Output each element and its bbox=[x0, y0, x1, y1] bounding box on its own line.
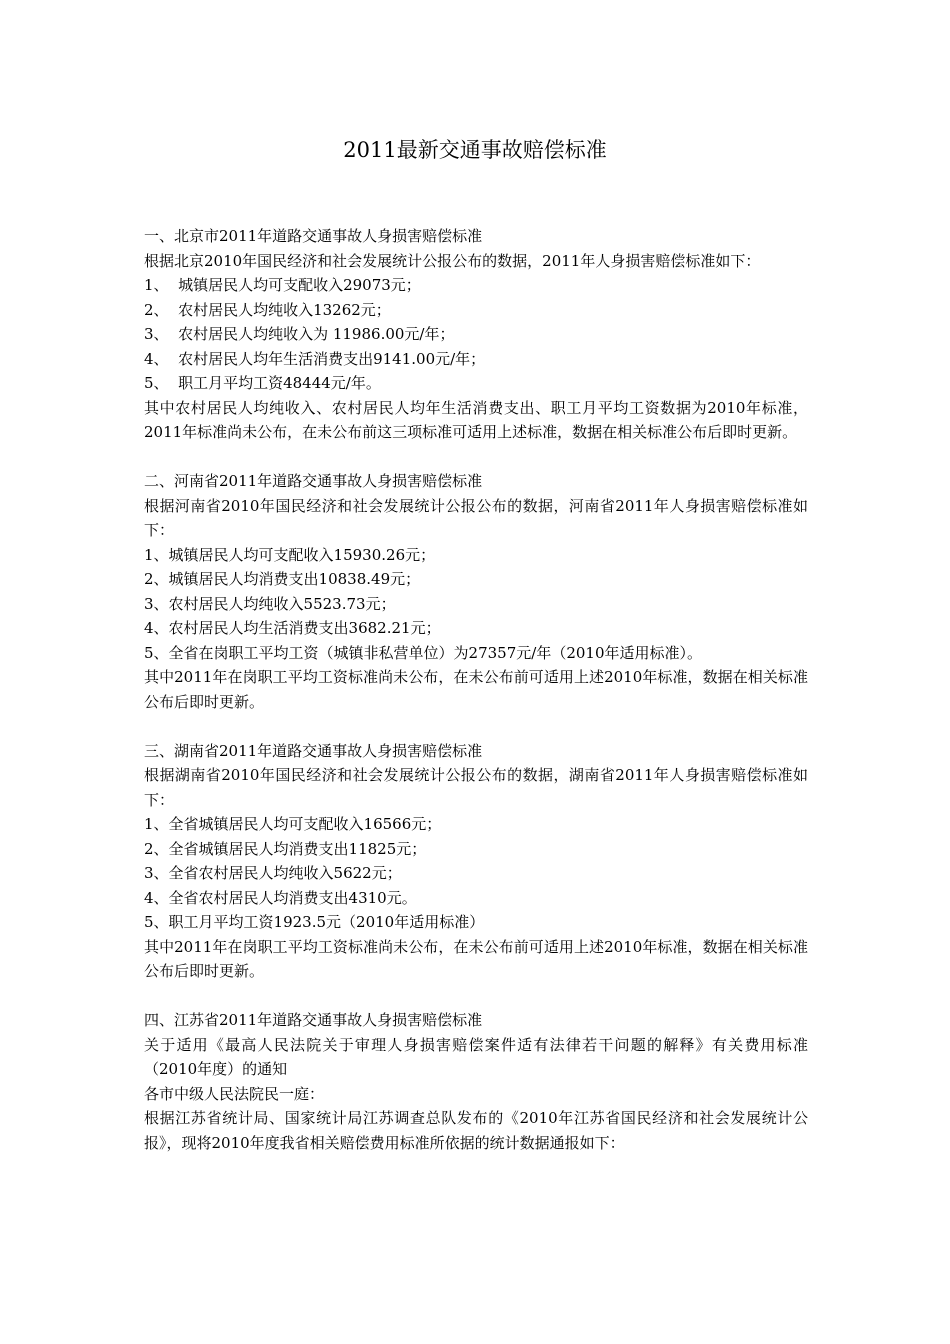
section-body: 根据江苏省统计局、国家统计局江苏调查总队发布的《2010年江苏省国民经济和社会发展统计公报》，现将2010年度我省相关赔偿费用标准所依据的统计数据通报如下： bbox=[144, 1109, 808, 1152]
section-henan bbox=[144, 469, 808, 714]
section-note: 其中2011年在岗职工平均工资标准尚未公布，在未公布前可适用上述2010年标准，数据在相关标准公布后即时更新。 bbox=[144, 937, 808, 980]
document-title: 2011最新交通事故赔偿标准 bbox=[343, 138, 607, 162]
list-item: 2、 农村居民人均纯收入13262元； bbox=[144, 300, 391, 319]
list-item: 3、农村居民人均纯收入5523.73元； bbox=[144, 594, 396, 613]
document-body bbox=[144, 224, 808, 1180]
section-addressee: 各市中级人民法院民一庭： bbox=[144, 1084, 325, 1103]
list-item: 1、全省城镇居民人均可支配收入16566元； bbox=[144, 815, 442, 833]
list-item: 3、 农村居民人均纯收入为 11986.00元/年； bbox=[144, 325, 455, 343]
list-item: 4、农村居民人均生活消费支出3682.21元； bbox=[144, 619, 441, 637]
section-intro: 根据北京2010年国民经济和社会发展统计公报公布的数据，2011年人身损害赔偿标准如下： bbox=[144, 251, 761, 270]
list-item: 1、 城镇居民人均可支配收入29073元； bbox=[144, 276, 421, 294]
list-item: 3、全省农村居民人均纯收入5622元； bbox=[144, 864, 402, 882]
list-item: 5、 职工月平均工资48444元/年。 bbox=[144, 374, 381, 392]
list-item: 2、城镇居民人均消费支出10838.49元； bbox=[144, 570, 421, 588]
section-note: 其中农村居民人均纯收入、农村居民人均年生活消费支出、职工月平均工资数据为2010年标准，2011年标准尚未公布，在未公布前这三项标准可适用上述标准，数据在相关标准公布后即时更新。 bbox=[144, 398, 808, 441]
section-intro: 关于适用《最高人民法院关于审理人身损害赔偿案件适有法律若干问题的解释》有关费用标准（2010年度）的通知 bbox=[144, 1035, 808, 1078]
list-item: 5、全省在岗职工平均工资（城镇非私营单位）为27357元/年（2010年适用标准）。 bbox=[144, 643, 702, 662]
section-note: 其中2011年在岗职工平均工资标准尚未公布，在未公布前可适用上述2010年标准，数据在相关标准公布后即时更新。 bbox=[144, 668, 808, 711]
section-jiangsu bbox=[144, 1008, 808, 1155]
list-item: 2、全省城镇居民人均消费支出11825元； bbox=[144, 839, 427, 858]
section-intro: 根据河南省2010年国民经济和社会发展统计公报公布的数据，河南省2011年人身损害赔偿标准如下： bbox=[144, 496, 808, 539]
section-heading: 三、湖南省2011年道路交通事故人身损害赔偿标准 bbox=[144, 741, 483, 760]
list-item: 4、全省农村居民人均消费支出4310元。 bbox=[144, 888, 417, 907]
section-hunan bbox=[144, 739, 808, 984]
section-heading: 二、河南省2011年道路交通事故人身损害赔偿标准 bbox=[144, 472, 483, 490]
section-heading: 四、江苏省2011年道路交通事故人身损害赔偿标准 bbox=[144, 1011, 483, 1029]
list-item: 4、 农村居民人均年生活消费支出9141.00元/年； bbox=[144, 349, 486, 368]
list-item: 5、职工月平均工资1923.5元（2010年适用标准） bbox=[144, 913, 485, 931]
list-item: 1、城镇居民人均可支配收入15930.26元； bbox=[144, 545, 436, 564]
section-beijing bbox=[144, 224, 808, 445]
section-intro: 根据湖南省2010年国民经济和社会发展统计公报公布的数据，湖南省2011年人身损害赔偿标准如下： bbox=[144, 766, 808, 809]
section-heading: 一、北京市2011年道路交通事故人身损害赔偿标准 bbox=[144, 227, 483, 245]
